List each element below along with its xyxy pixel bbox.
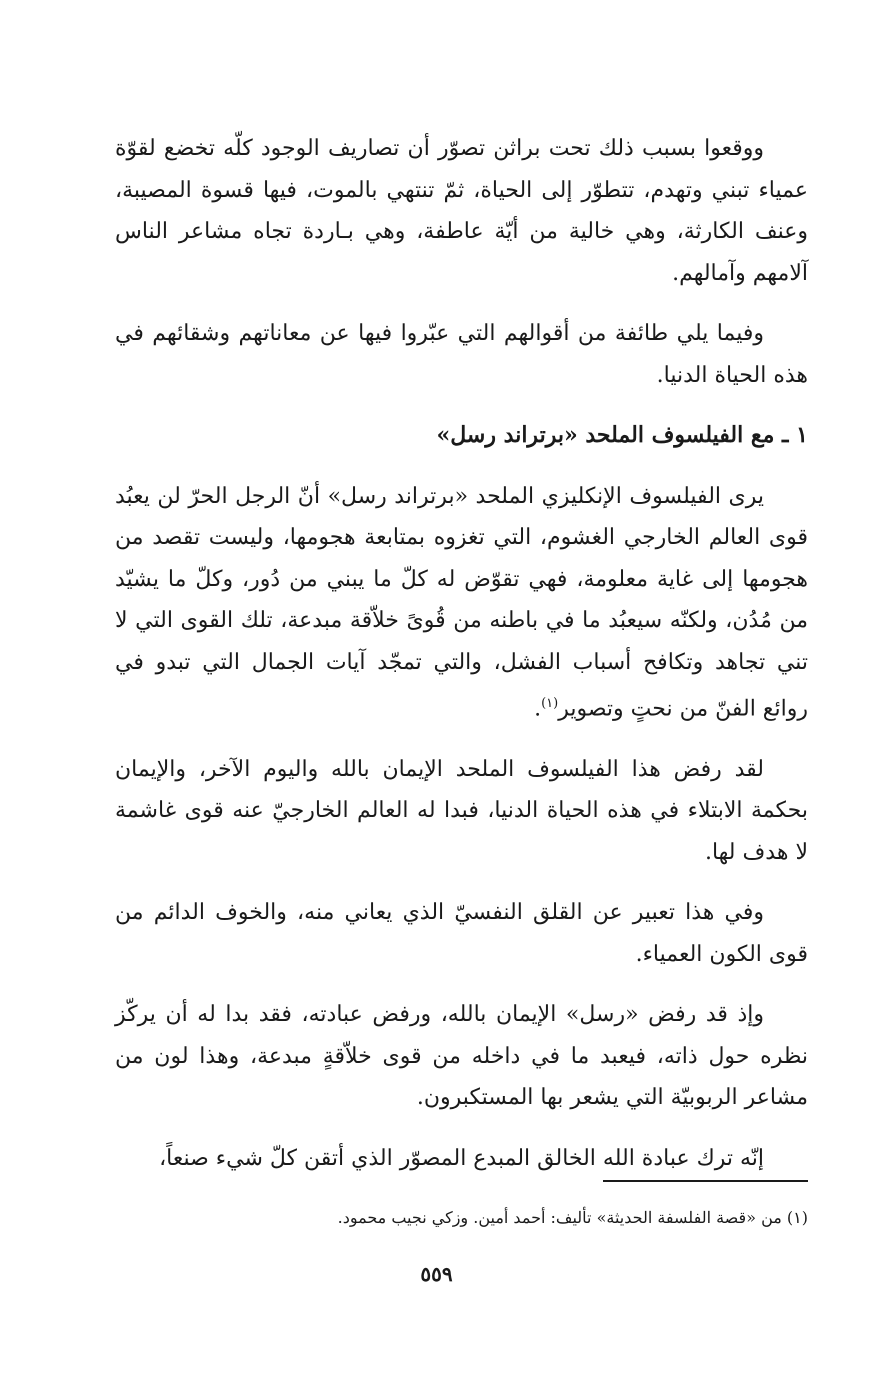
footnote-divider <box>603 1180 808 1182</box>
paragraph-sayings-intro: وفيما يلي طائفة من أقوالهم التي عبّروا فيها عن معاناتهم وشقائهم في هذه الحياة الدنيا. <box>115 321 808 388</box>
paragraph-self-worship: وإذ قد رفض «رسل» الإيمان بالله، ورفض عبادته، فقد بدا له أن يركّز نظره حول ذاته، فيعبد ما في داخله من قوى خلاّقةٍ مبدعة، وهذا لون من مشاعر الربوبيّة التي يشعر بها المستكبرون. <box>115 1002 808 1111</box>
page-number: ٥٥٩ <box>420 1262 453 1286</box>
footnote: (١) من «قصة الفلسفة الحديثة» تأليف: أحمد أمين. وزكي نجيب محمود. <box>337 1208 808 1227</box>
section-heading: ١ ـ مع الفيلسوف الملحد «برتراند رسل» <box>436 422 808 448</box>
page-body <box>115 128 808 1198</box>
paragraph-final: إنّه ترك عبادة الله الخالق المبدع المصوّر الذي أتقن كلّ شيء صنعاً، <box>159 1145 764 1171</box>
paragraph-anxiety: وفي هذا تعبير عن القلق النفسيّ الذي يعاني منه، والخوف الدائم من قوى الكون العمياء. <box>115 900 808 967</box>
footnote-marker: (١) <box>541 696 559 711</box>
russell-quote-text: يرى الفيلسوف الإنكليزي الملحد «برتراند رسل» أنّ الرجل الحرّ لن يعبُد قوى العالم الخارجي الغشوم، التي تغزوه بمتابعة هجومها، وليست تقصد من هجومها إلى غاية معلومة، فهي تقوّض له كلّ ما يبني من دُور، وكلّ ما يشيّد من مُدُن، ولكنّه سيعبُد ما في باطنه من قُوىً خلاّقة مبدعة، تلك القوى التي لا تني تجاهد وتكافح أسباب الفشل، والتي تمجّد آيات الجمال التي تبدو في روائع الفنّ من نحتٍ وتصوير <box>115 483 808 722</box>
paragraph-intro: ووقعوا بسبب ذلك تحت براثن تصوّر أن تصاريف الوجود كلّه تخضع لقوّة عمياء تبني وتهدم، تتطوّر إلى الحياة، ثمّ تنتهي بالموت، فيها قسوة المصيبة، وعنف الكارثة، وهي خالية من أيّة عاطفة، وهي بـاردة تجاه مشاعر الناس آلامهم وآمالهم. <box>115 136 808 286</box>
paragraph-rejection: لقد رفض هذا الفيلسوف الملحد الإيمان بالله واليوم الآخر، والإيمان بحكمة الابتلاء في هذه الحياة الدنيا، فبدا له العالم الخارجيّ عنه قوى غاشمة لا هدف لها. <box>115 756 808 865</box>
sentence-end: . <box>534 696 542 722</box>
paragraph-russell-quote <box>115 476 808 730</box>
